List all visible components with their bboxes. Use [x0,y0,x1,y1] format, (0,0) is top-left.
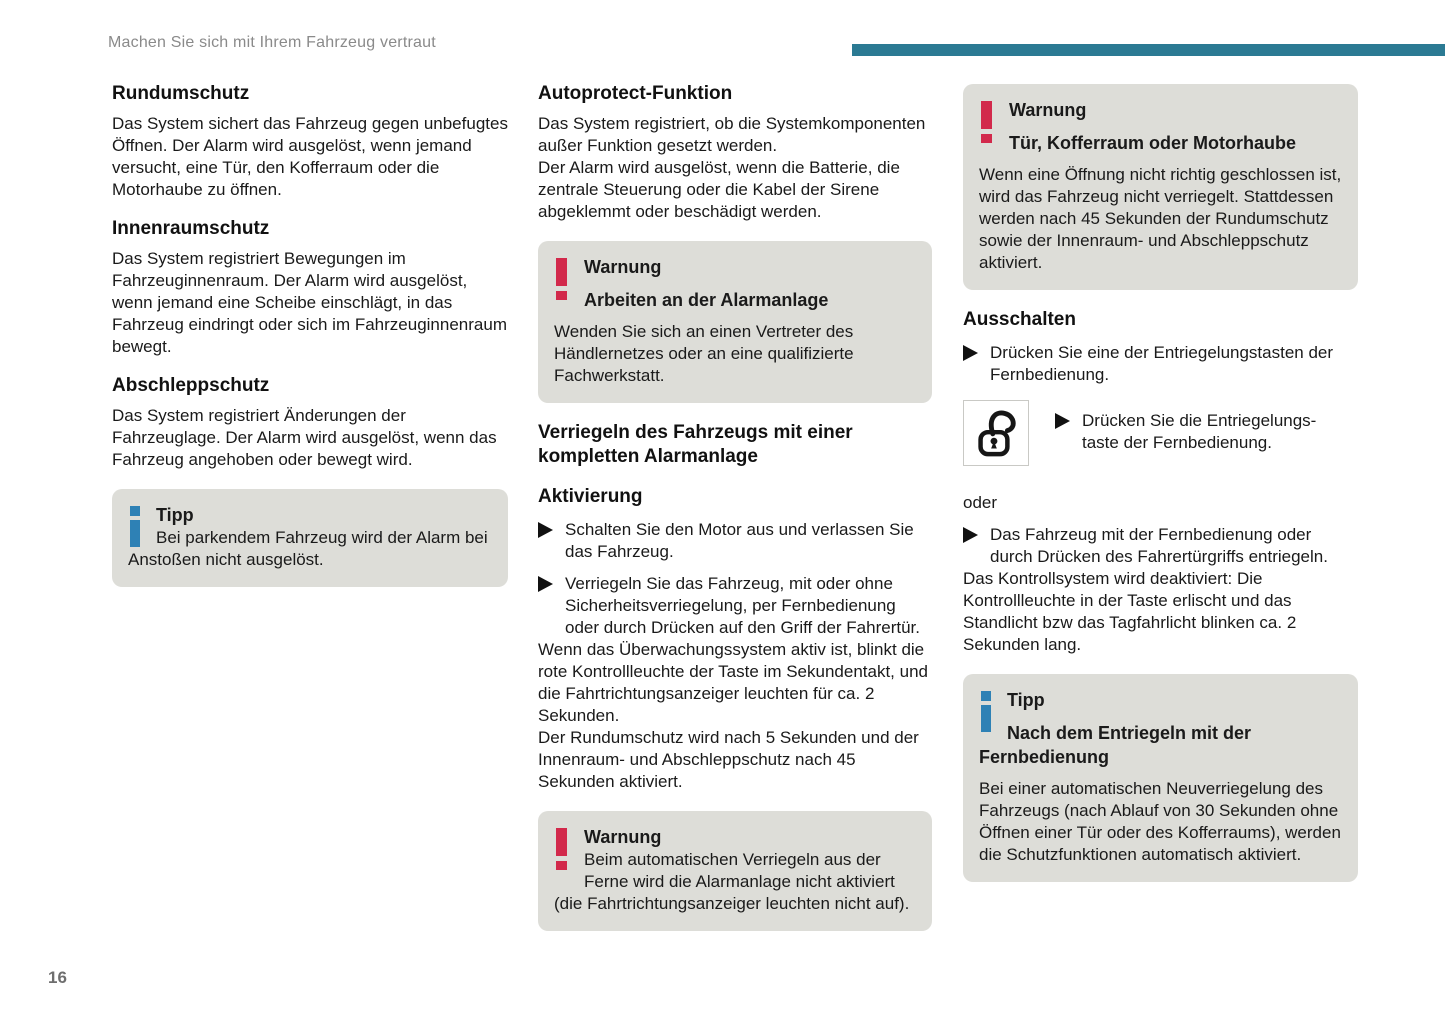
tip-subtitle: Nach dem Entriegeln mit der Fernbedienung [979,723,1252,767]
paragraph: Das System registriert Bewegungen im Fahrzeuginnenraum. Der Alarm wird ausgelöst, wenn jemand eine Scheibe einschlägt, in das Fahrzeug eindringt oder sich im Fahrzeuginnenraum bewegt. [112,249,507,356]
list-item-text: Schalten Sie den Motor aus und verlassen Sie das Fahrzeug. [565,520,914,561]
section-heading-innenraumschutz: Innenraumschutz [112,218,270,239]
warning-exclamation-icon [556,258,567,300]
list-item-text: Drücken Sie eine der Entriegelungstasten der Fernbedienung. [990,343,1334,384]
paragraph: Der Rundumschutz wird nach 5 Sekunden und der Innenraum- und Abschleppschutz nach 45 Sekunden aktiviert. [538,728,919,791]
tip-title: Tipp [1007,690,1045,710]
paragraph: Das Kontrollsystem wird deaktiviert: Die Kontrollleuchte in der Taste erlischt und das Standlicht bzw das Tagfahrlicht blinken ca. 2 Sekunden lang. [963,569,1297,654]
list-item [1055,410,1335,466]
warning-subtitle: Tür, Kofferraum oder Motorhaube [1009,133,1297,153]
tip-title: Tipp [156,505,194,525]
subsection-heading-aktivierung: Aktivierung [538,486,643,507]
column-2 [538,82,932,949]
paragraph: Das System sichert das Fahrzeug gegen unbefugtes Öffnen. Der Alarm wird ausgelöst, wenn jemand versucht, eine Tür, den Kofferraum oder die Motorhaube zu öffnen. [112,114,508,199]
arrow-right-bullet-icon [963,527,978,543]
warning-body: Wenn eine Öffnung nicht richtig geschlossen ist, wird das Fahrzeug nicht verriegelt. Stattdessen werden nach 45 Sekunden der Rundumschutz sowie der Innenraum- und Abschleppschutz aktiviert. [979,165,1342,272]
warning-title: Warnung [584,257,662,277]
list-item-text: Das Fahrzeug mit der Fernbedienung oder durch Drücken des Fahrertürgriffs entriegeln. [990,525,1328,566]
info-icon [981,691,991,732]
warning-body: Beim automatischen Verriegeln aus der Ferne wird die Alarmanlage nicht aktiviert (die Fahrtrichtungsanzeiger leuchten nicht auf). [554,850,910,913]
section-heading-autoprotect: Autoprotect-Funktion [538,83,733,104]
list-item [538,519,932,563]
warning-box-oeffnungen [963,84,1358,290]
list-item [963,524,1358,568]
list-item [538,573,932,639]
arrow-right-bullet-icon [538,522,553,538]
list-item-text: Verriegeln Sie das Fahrzeug, mit oder ohne Sicherheitsverriegelung, per Fernbedienung oder durch Drücken auf den Griff der Fahrertür. [565,574,920,637]
section-heading-abschleppschutz: Abschleppschutz [112,375,270,396]
info-icon [130,506,140,547]
page-number: 16 [48,968,67,987]
paragraph: Der Alarm wird ausgelöst, wenn die Batterie, die zentrale Steuerung oder die Kabel der Sirene abgeklemmt oder beschädigt werden. [538,158,900,221]
unlock-padlock-icon [970,407,1022,459]
tip-box-entriegeln [963,674,1358,882]
arrow-right-bullet-icon [963,345,978,361]
warning-box-alarmanlage [538,241,932,403]
unlock-instruction-row [963,400,1358,466]
paragraph: Wenn das Überwachungssystem aktiv ist, blinkt die rote Kontrollleuchte der Taste im Sekundentakt, und die Fahrtrichtungsanzeiger leuchten für ca. 2 Sekunden. [538,640,928,725]
paragraph: Das System registriert, ob die Systemkomponenten außer Funktion gesetzt werden. [538,114,926,155]
warning-subtitle: Arbeiten an der Alarmanlage [584,290,829,310]
arrow-right-bullet-icon [538,576,553,592]
section-heading-rundumschutz: Rundumschutz [112,83,250,104]
arrow-right-bullet-icon [1055,413,1070,429]
paragraph: Das System registriert Änderungen der Fahrzeuglage. Der Alarm wird ausgelöst, wenn das Fahrzeug angehoben oder bewegt wird. [112,406,497,469]
warning-body: Wenden Sie sich an einen Vertreter des Händlernetzes oder an eine qualifizierte Fachwerkstatt. [554,322,854,385]
tip-body: Bei einer automatischen Neuverriegelung des Fahrzeugs (nach Ablauf von 30 Sekunden ohne Öffnen einer Tür oder des Kofferraums), werden die Schutzfunktionen automatisch aktiviert. [979,779,1341,864]
connector-word: oder [963,493,998,512]
section-heading-ausschalten: Ausschalten [963,309,1076,330]
column-1 [112,82,508,605]
warning-exclamation-icon [556,828,567,870]
warning-title: Warnung [1009,100,1087,120]
warning-exclamation-icon [981,101,992,143]
warning-box-fernverriegeln [538,811,932,931]
tip-box [112,489,508,587]
tip-body: Bei parkendem Fahrzeug wird der Alarm bei Anstoßen nicht ausgelöst. [128,528,488,569]
list-item [963,342,1358,386]
column-3 [963,82,1358,900]
section-heading-verriegeln: Verriegeln des Fahrzeugs mit einer kompletten Alarmanlage [538,422,853,467]
header-accent-bar [852,44,1445,56]
pictogram-frame [963,400,1029,466]
warning-title: Warnung [584,827,662,847]
list-item-text: Drücken Sie die Entriegelungs-taste der Fernbedienung. [1082,411,1317,452]
running-header: Machen Sie sich mit Ihrem Fahrzeug vertraut [108,34,436,51]
